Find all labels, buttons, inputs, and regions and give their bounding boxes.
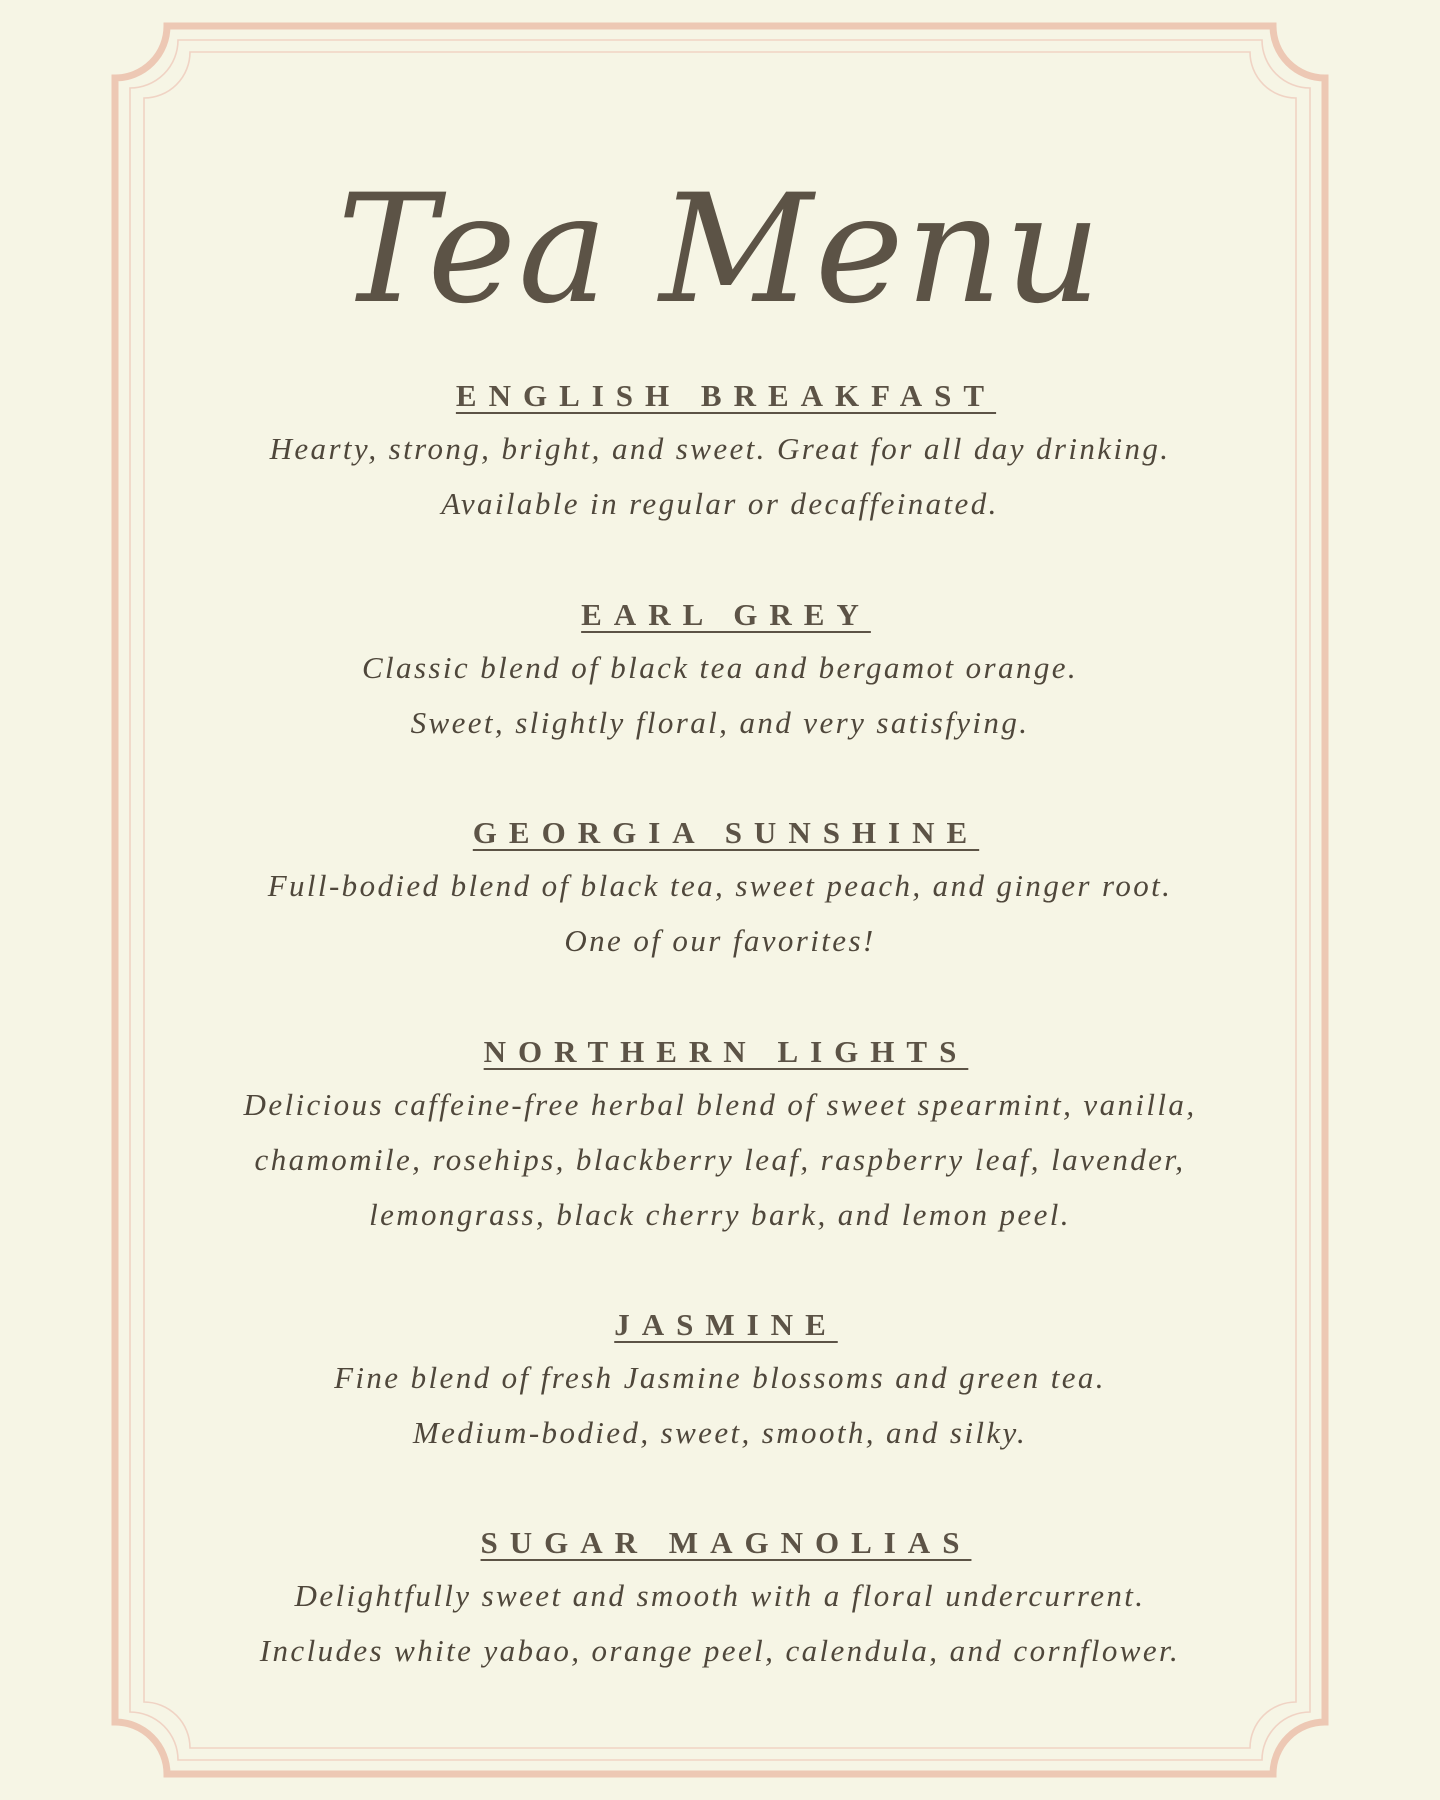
menu-item-description-line: Delicious caffeine-free herbal blend of sweet spearmint, vanilla, (243, 1087, 1197, 1122)
menu-item-description-line: Hearty, strong, bright, and sweet. Great for all day drinking. (269, 431, 1171, 466)
menu-item-name: JASMINE (614, 1307, 838, 1342)
menu-item-northern-lights (0, 1033, 1440, 1242)
menu-item-description-line: Delightfully sweet and smooth with a floral undercurrent. (294, 1578, 1146, 1613)
menu-item-name: ENGLISH BREAKFAST (455, 378, 997, 413)
menu-item-description-line: Full-bodied blend of black tea, sweet peach, and ginger root. (267, 868, 1173, 903)
menu-item-description-line: One of our favorites! (564, 923, 876, 958)
menu-item-description-line: lemongrass, black cherry bark, and lemon peel. (369, 1197, 1071, 1232)
menu-item-description-line: Available in regular or decaffeinated. (441, 486, 999, 521)
menu-item-name: GEORGIA SUNSHINE (472, 815, 980, 850)
menu-item-description-line: Fine blend of fresh Jasmine blossoms and green tea. (334, 1360, 1106, 1395)
menu-item-earl-grey (0, 596, 1440, 750)
menu-item-name: EARL GREY (581, 597, 871, 632)
menu-item-description-line: Sweet, slightly floral, and very satisfying. (410, 705, 1030, 740)
menu-item-name: SUGAR MAGNOLIAS (480, 1525, 972, 1560)
menu-item-description-line: Includes white yabao, orange peel, calendula, and cornflower. (259, 1633, 1181, 1668)
menu-item-georgia-sunshine (0, 814, 1440, 968)
menu-title: Tea Menu (337, 163, 1103, 337)
menu-item-name: NORTHERN LIGHTS (483, 1034, 969, 1069)
menu-item-description-line: Classic blend of black tea and bergamot orange. (361, 650, 1079, 685)
menu-item-english-breakfast (0, 377, 1440, 531)
menu-item-description-line: chamomile, rosehips, blackberry leaf, raspberry leaf, lavender, (254, 1142, 1186, 1177)
menu-item-sugar-magnolias (0, 1524, 1440, 1678)
menu-item-jasmine (0, 1306, 1440, 1460)
menu-item-description-line: Medium-bodied, sweet, smooth, and silky. (412, 1415, 1028, 1450)
